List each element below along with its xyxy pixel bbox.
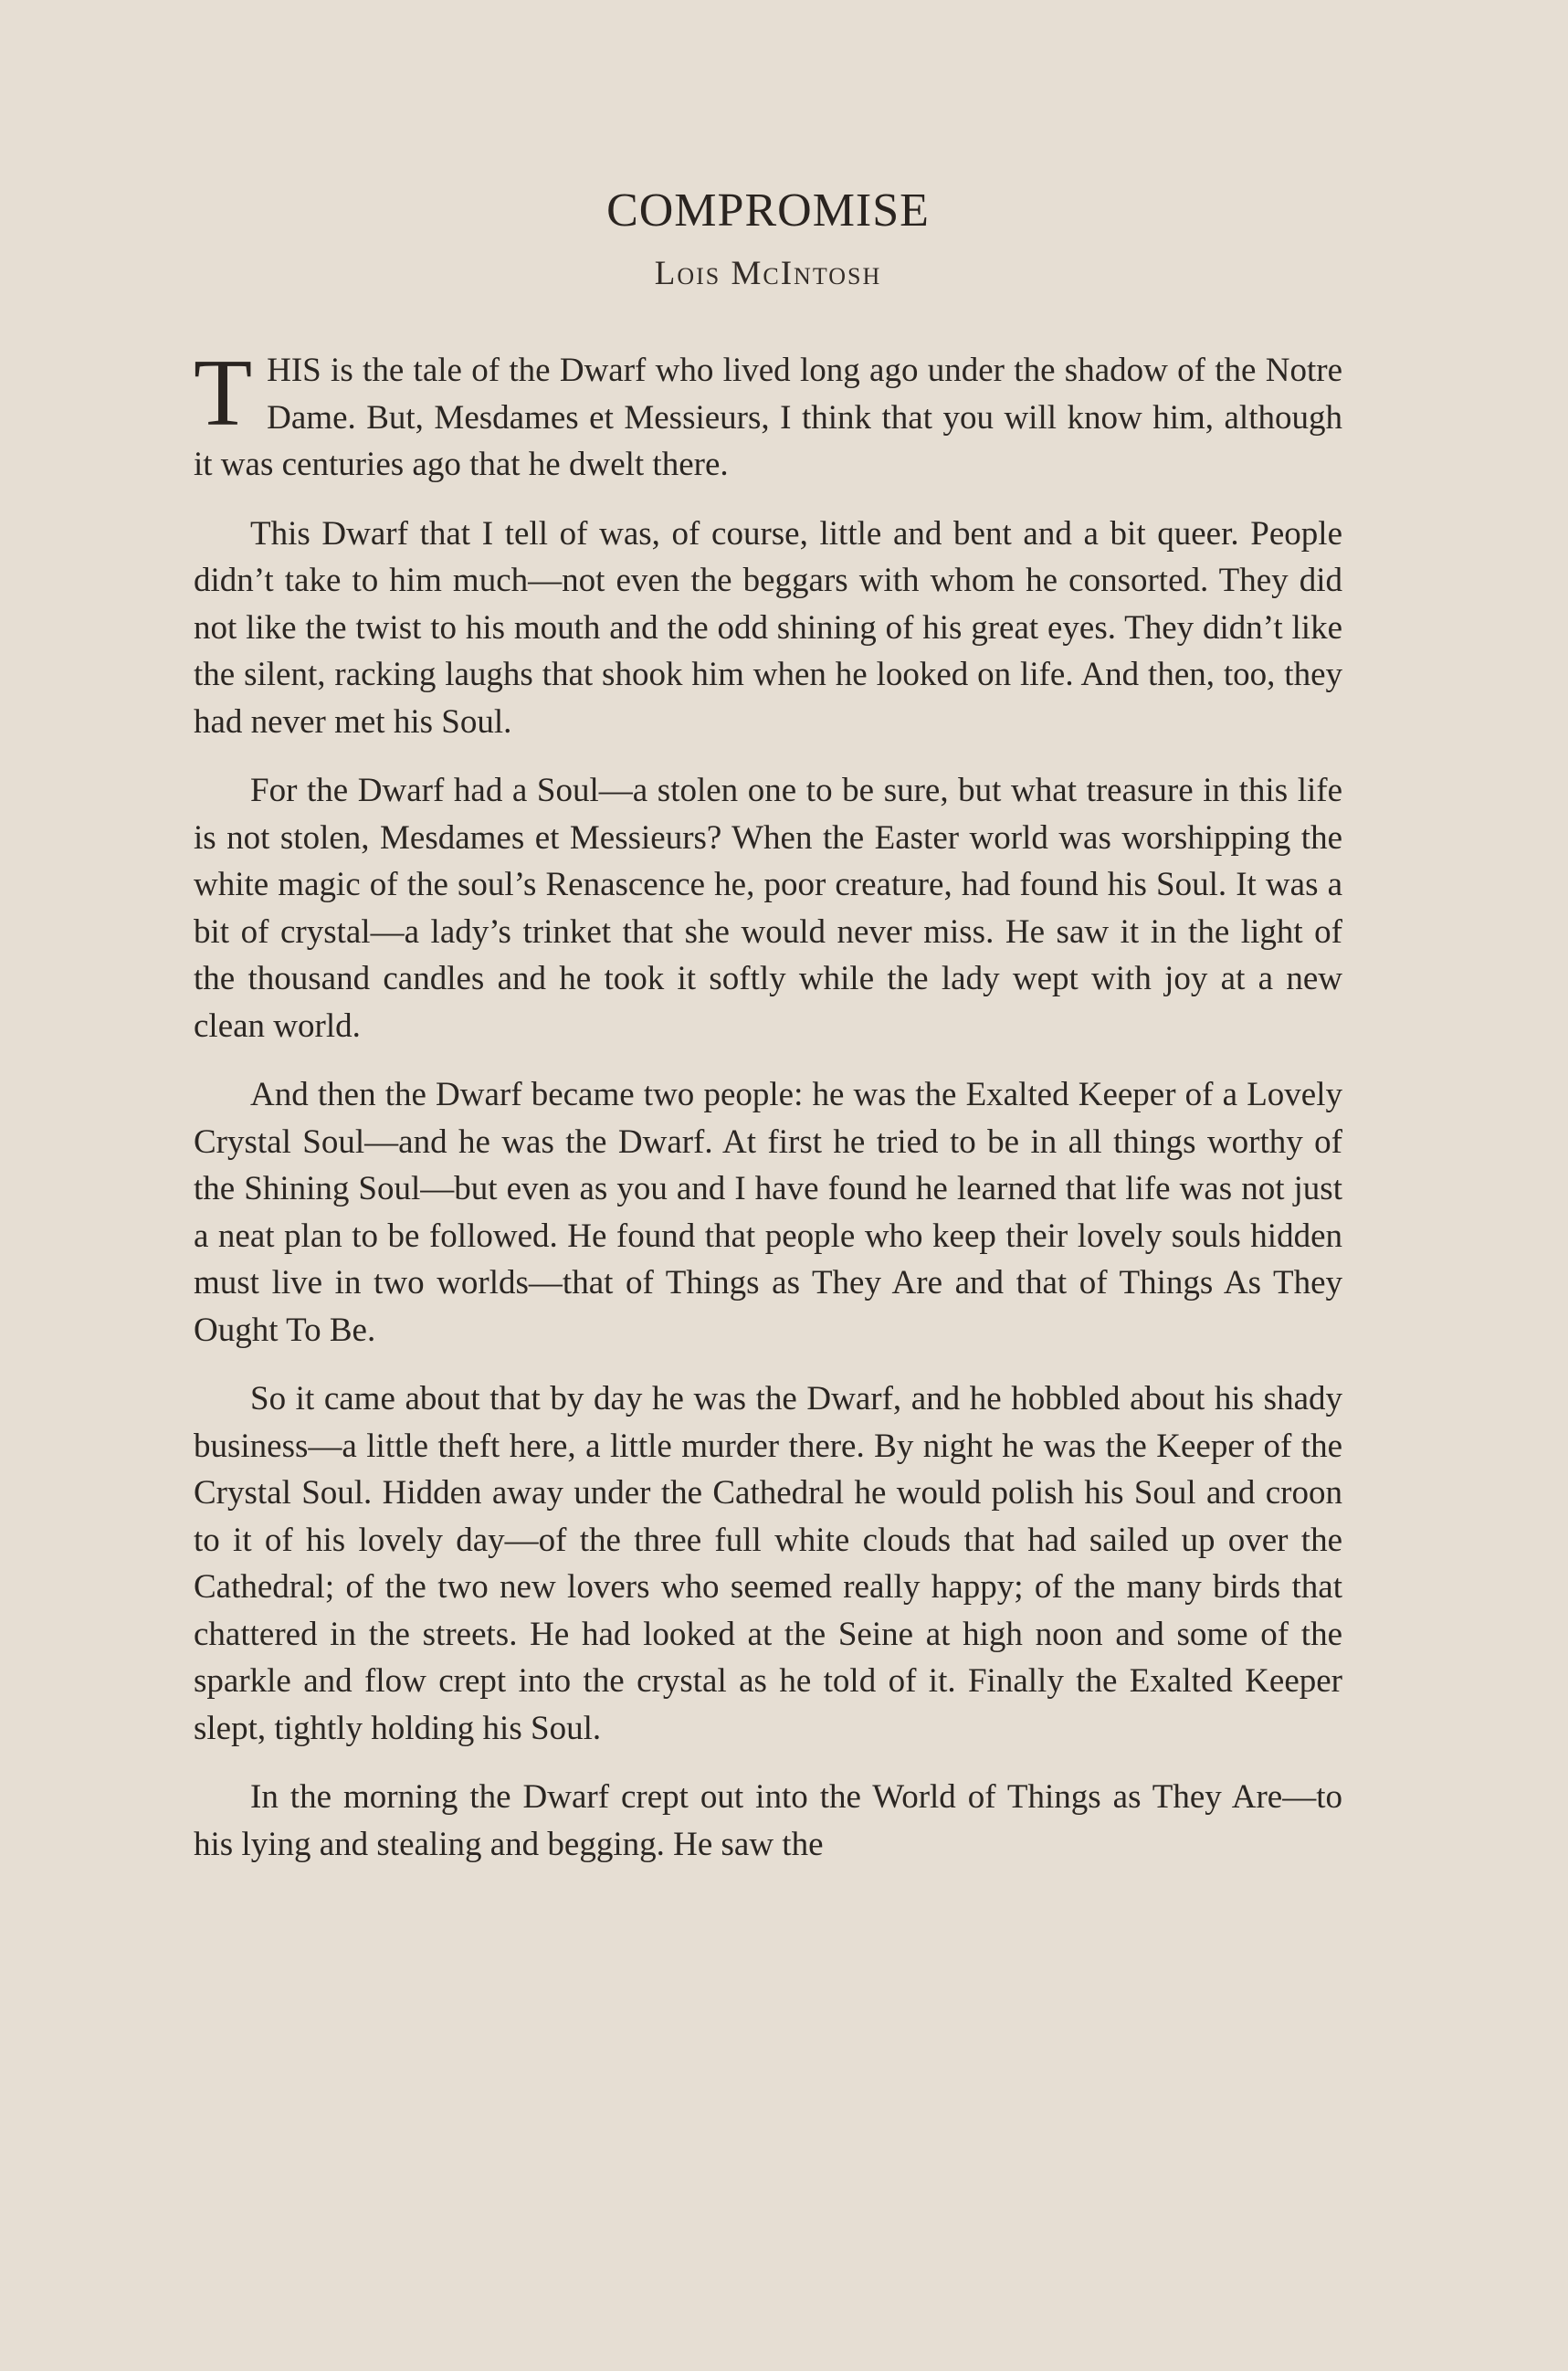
- article-author: Lois McIntosh: [654, 255, 882, 292]
- paragraph-4: And then the Dwarf became two people: he was the Exalted Keeper of a Lovely Crystal Soul—and he was the Dwarf. At first he tried to be in all things worthy of the Shining Soul—but even as you and I have found he learned that life was not just a neat plan to be followed. He found that people who keep their lovely souls hidden must live in two worlds—that of Things as They Are and that of Things As They Ought To Be.: [194, 1076, 1342, 1349]
- page: [194, 184, 1342, 1890]
- paragraph-5: So it came about that by day he was the Dwarf, and he hobbled about his shady business—a little theft here, a little murder there. By night he was the Keeper of the Crystal Soul. Hidden away under the Cathedral he would polish his Soul and croon to it of his lovely day—of the three full white clouds that had sailed up over the Cathedral; of the two new lovers who seemed really happy; of the many birds that chattered in the streets. He had looked at the Seine at high noon and some of the sparkle and flow crept into the crystal as he told of it. Finally the Exalted Keeper slept, tightly holding his Soul.: [194, 1380, 1342, 1747]
- paragraph-3: For the Dwarf had a Soul—a stolen one to be sure, but what treasure in this life is not stolen, Mesdames et Messieurs? When the Easter world was worshipping the white magic of the soul’s Renascence he, poor creature, had found his Soul. It was a bit of crystal—a lady’s trinket that she would never miss. He saw it in the light of the thousand candles and he took it softly while the lady wept with joy at a new clean world.: [194, 772, 1342, 1045]
- paragraph-6: In the morning the Dwarf crept out into the World of Things as They Are—to his lying and stealing and begging. He saw the: [194, 1778, 1342, 1863]
- paragraph-1: [194, 339, 1342, 489]
- article-title: COMPROMISE: [606, 184, 930, 237]
- paragraph-2: This Dwarf that I tell of was, of course, little and bent and a bit queer. People didn’t take to him much—not even the beggars with whom he consorted. They did not like the twist to his mouth and the odd shining of his great eyes. They didn’t like the silent, racking laughs that shook him when he looked on life. And then, too, they had never met his Soul.: [194, 514, 1342, 741]
- paragraph-1-text: HIS is the tale of the Dwarf who lived long ago under the shadow of the Notre Dame. But, Mesdames et Messieurs, I think that you will know him, although it was centuries ago that he dwelt there.: [194, 352, 1342, 483]
- article-body: [194, 339, 1342, 1868]
- drop-cap: T: [194, 339, 253, 446]
